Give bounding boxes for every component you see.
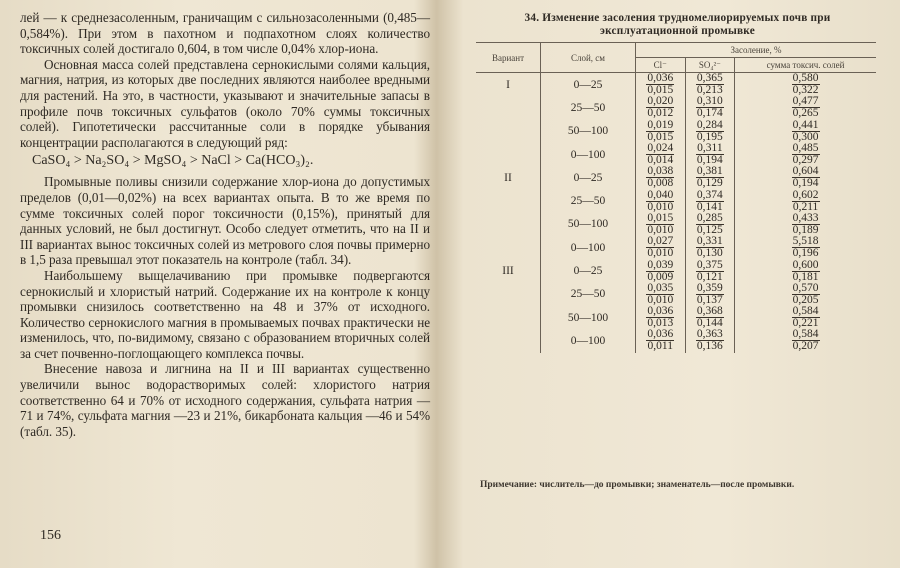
cell-cl	[636, 213, 686, 236]
cl-after: 0,011	[647, 340, 673, 353]
so4-fraction	[696, 236, 724, 259]
so4-fraction	[696, 260, 724, 283]
so4-after: 0,141	[696, 200, 723, 213]
sum-fraction	[792, 283, 820, 306]
so4-before: 0,365	[696, 72, 723, 85]
cell-cl	[636, 166, 686, 189]
so4-after: 0,129	[696, 177, 723, 190]
cell-cl	[636, 73, 686, 97]
cell-variant	[476, 73, 541, 97]
so4-before: 0,359	[696, 281, 723, 294]
table-row	[476, 213, 876, 236]
so4-after: 0,125	[696, 223, 723, 236]
cl-fraction	[646, 190, 674, 213]
sum-after: 0,211	[792, 200, 819, 213]
so4-fraction	[696, 283, 724, 306]
layer-label: 25—50	[570, 195, 606, 208]
cell-cl	[636, 329, 686, 352]
cell-variant	[476, 259, 541, 282]
cl-after: 0,010	[647, 223, 674, 236]
layer-label: 50—100	[567, 218, 609, 231]
cell-layer	[541, 329, 636, 352]
sum-after: 0,205	[792, 293, 819, 306]
table-row	[476, 189, 876, 212]
so4-after: 0,174	[696, 107, 723, 120]
paragraph-1: лей — к среднезасоленным, граничащим с сильнозасоленными (0,485—0,584%). При этом в пахотном и подпахотном слоях количество токсичных солей достигало 0,604, в том числе 0,04% хлор-иона.	[20, 10, 430, 57]
sum-before: 0,600	[792, 258, 819, 271]
cl-fraction	[646, 283, 674, 306]
cl-fraction	[646, 329, 674, 352]
sum-before: 0,584	[792, 328, 819, 341]
cell-variant	[476, 189, 541, 212]
cl-after: 0,012	[647, 107, 674, 120]
table-row	[476, 120, 876, 143]
cell-so4	[685, 189, 735, 212]
cell-so4	[685, 143, 735, 166]
so4-fraction	[696, 166, 724, 189]
layer-label: 50—100	[567, 311, 609, 324]
cl-fraction	[646, 213, 674, 236]
sum-before: 0,580	[792, 72, 819, 85]
table-title	[470, 12, 885, 38]
cell-sum	[735, 236, 876, 259]
cell-variant	[476, 306, 541, 329]
sum-after: 0,322	[792, 84, 819, 97]
cell-layer	[541, 236, 636, 259]
cl-after: 0,010	[647, 247, 674, 260]
so4-before: 0,374	[696, 188, 723, 201]
sum-before: 5,518	[792, 235, 819, 248]
cell-so4	[685, 306, 735, 329]
sum-before: 0,485	[792, 142, 819, 155]
cell-cl	[636, 96, 686, 119]
so4-before: 0,363	[696, 328, 723, 341]
cl-fraction	[646, 306, 674, 329]
right-page	[470, 10, 885, 558]
table-row	[476, 96, 876, 119]
header-so4: SO₄²⁻	[685, 58, 735, 73]
cl-before: 0,024	[647, 142, 674, 155]
layer-label: 0—25	[573, 265, 603, 278]
cell-layer	[541, 143, 636, 166]
cell-layer	[541, 306, 636, 329]
cl-after: 0,015	[647, 130, 674, 143]
table-row	[476, 236, 876, 259]
layer-label: 0—25	[573, 171, 603, 184]
cl-after: 0,010	[647, 293, 674, 306]
cell-sum	[735, 213, 876, 236]
so4-before: 0,375	[696, 258, 723, 271]
so4-fraction	[696, 213, 724, 236]
cl-before: 0,038	[647, 165, 674, 178]
cl-before: 0,015	[647, 211, 674, 224]
sum-after: 0,297	[792, 154, 819, 167]
page-number: 156	[40, 528, 61, 543]
sum-fraction	[792, 213, 820, 236]
cl-after: 0,009	[647, 270, 674, 283]
salt-order-formula: CaSO₄ > Na₂SO₄ > MgSO₄ > NaCl > Ca(HCO₃)₂.	[32, 153, 314, 169]
so4-fraction	[696, 143, 724, 166]
cl-before: 0,036	[647, 72, 674, 85]
sum-after: 0,265	[792, 107, 819, 120]
cl-fraction	[646, 96, 674, 119]
cl-after: 0,008	[647, 177, 674, 190]
layer-label: 0—25	[573, 78, 603, 91]
cell-sum	[735, 259, 876, 282]
cl-before: 0,036	[647, 328, 674, 341]
table-row	[476, 283, 876, 306]
header-variant: Вариант	[476, 43, 541, 73]
cell-layer	[541, 259, 636, 282]
sum-before: 0,602	[792, 188, 819, 201]
cl-before: 0,020	[647, 95, 674, 108]
salinity-table	[476, 42, 876, 353]
variant-label: III	[502, 265, 514, 278]
paragraph-3: Промывные поливы снизили содержание хлор-иона до допустимых пределов (0,01—0,02%) на всех вариантах опыта. В то же время по сумме токсичных солей порог токсичности (0,15%), принятый для данных условий, не был достигнут. Особо следует отметить, что на II и III вариантах вынос токсичных солей из метрового слоя почвы примерно в 1,5 раза превышал этот показатель на контроле (табл. 34).	[20, 174, 430, 268]
sum-fraction	[792, 120, 820, 143]
cell-variant	[476, 143, 541, 166]
sum-before: 0,441	[792, 118, 819, 131]
cell-layer	[541, 189, 636, 212]
header-salinity: Засоление, %	[636, 43, 877, 58]
cl-before: 0,036	[647, 305, 674, 318]
cell-layer	[541, 283, 636, 306]
sum-after: 0,196	[792, 247, 819, 260]
cl-after: 0,013	[647, 317, 674, 330]
cell-variant	[476, 283, 541, 306]
sum-before: 0,584	[792, 305, 819, 318]
cell-variant	[476, 329, 541, 352]
table-row	[476, 306, 876, 329]
so4-after: 0,195	[696, 130, 723, 143]
cell-cl	[636, 283, 686, 306]
sum-fraction	[792, 166, 820, 189]
table-note: Примечание: числитель—до промывки; знаменатель—после промывки.	[480, 480, 795, 490]
cl-after: 0,014	[647, 154, 674, 167]
cl-after: 0,010	[647, 200, 674, 213]
so4-after: 0,137	[696, 293, 723, 306]
cl-before: 0,019	[647, 118, 674, 131]
cell-variant	[476, 236, 541, 259]
sum-after: 0,194	[792, 177, 819, 190]
so4-before: 0,284	[696, 118, 723, 131]
cell-sum	[735, 189, 876, 212]
sum-before: 0,433	[792, 211, 819, 224]
sum-fraction	[792, 260, 820, 283]
variant-label: I	[506, 78, 510, 91]
table-title-line-1: 34. Изменение засоления трудномелиорируемых почв при	[524, 12, 831, 24]
so4-after: 0,121	[696, 270, 723, 283]
sum-fraction	[792, 96, 820, 119]
cl-fraction	[646, 166, 674, 189]
cell-variant	[476, 120, 541, 143]
cell-sum	[735, 96, 876, 119]
cl-before: 0,027	[647, 235, 674, 248]
cell-cl	[636, 306, 686, 329]
cell-so4	[685, 73, 735, 97]
cl-fraction	[646, 73, 674, 96]
paragraph-2: Основная масса солей представлена сернокислыми солями кальция, магния, натрия, из которых две последних являются наиболее вредными для растений. На это, в частности, указывают и значительные запасы в профиле почв токсичных сульфатов (около 70% суммы токсичных солей). Гипотетически рассчитанные соли в порядке убывания концентрации располагаются в следующий ряд:	[20, 56, 430, 150]
header-sum: сумма токсич. солей	[735, 58, 876, 73]
cell-sum	[735, 120, 876, 143]
cell-so4	[685, 213, 735, 236]
so4-after: 0,144	[696, 317, 723, 330]
cell-so4	[685, 283, 735, 306]
cell-sum	[735, 306, 876, 329]
so4-fraction	[696, 96, 724, 119]
cell-variant	[476, 166, 541, 189]
sum-before: 0,477	[792, 95, 819, 108]
so4-before: 0,310	[696, 95, 723, 108]
table-row	[476, 143, 876, 166]
paragraph-4: Наибольшему выщелачиванию при промывке подвергаются сернокислый и хлористый натрий. Содержание их на контроле к концу промывки снизилось соответственно на 48 и 37% от исходного. Количество сернокислого магния в промываемых почвах практически не изменилось, что, по-видимому, связано с образованием вторичных солей за счет почвенно-поглощающего комплекса почвы.	[20, 267, 430, 361]
sum-fraction	[792, 143, 820, 166]
sum-after: 0,207	[792, 340, 819, 353]
cell-sum	[735, 283, 876, 306]
table-row	[476, 73, 876, 97]
so4-fraction	[696, 329, 724, 352]
header-layer: Слой, см	[541, 43, 636, 73]
header-cl: Cl⁻	[636, 58, 686, 73]
variant-label: II	[504, 171, 512, 184]
sum-before: 0,570	[792, 281, 819, 294]
so4-before: 0,285	[696, 211, 723, 224]
cell-so4	[685, 236, 735, 259]
cl-fraction	[646, 236, 674, 259]
sum-after: 0,221	[792, 317, 819, 330]
left-page	[20, 10, 430, 558]
cell-variant	[476, 96, 541, 119]
so4-after: 0,130	[696, 247, 723, 260]
so4-fraction	[696, 73, 724, 96]
sum-fraction	[792, 236, 820, 259]
so4-before: 0,381	[696, 165, 723, 178]
sum-after: 0,181	[792, 270, 819, 283]
sum-fraction	[792, 190, 820, 213]
cell-cl	[636, 189, 686, 212]
cell-sum	[735, 73, 876, 97]
cell-so4	[685, 96, 735, 119]
cl-after: 0,015	[647, 84, 674, 97]
so4-fraction	[696, 120, 724, 143]
cell-layer	[541, 166, 636, 189]
cell-sum	[735, 329, 876, 352]
cl-before: 0,039	[647, 258, 674, 271]
sum-after: 0,189	[792, 223, 819, 236]
layer-label: 0—100	[570, 334, 606, 347]
cell-cl	[636, 236, 686, 259]
table-body	[476, 73, 876, 353]
sum-fraction	[792, 329, 820, 352]
sum-before: 0,604	[792, 165, 819, 178]
cl-before: 0,040	[647, 188, 674, 201]
so4-before: 0,368	[696, 305, 723, 318]
sum-fraction	[792, 306, 820, 329]
so4-fraction	[696, 306, 724, 329]
cell-layer	[541, 213, 636, 236]
table-row	[476, 259, 876, 282]
cl-fraction	[646, 120, 674, 143]
cell-layer	[541, 120, 636, 143]
sum-fraction	[792, 73, 820, 96]
table-title-line-2: эксплуатационной промывке	[600, 25, 755, 37]
cell-so4	[685, 166, 735, 189]
table-row	[476, 166, 876, 189]
layer-label: 25—50	[570, 288, 606, 301]
table-row	[476, 329, 876, 352]
cl-fraction	[646, 260, 674, 283]
so4-after: 0,213	[696, 84, 723, 97]
layer-label: 25—50	[570, 101, 606, 114]
cell-so4	[685, 259, 735, 282]
cell-layer	[541, 73, 636, 97]
cell-sum	[735, 143, 876, 166]
layer-label: 0—100	[570, 241, 606, 254]
cell-cl	[636, 259, 686, 282]
paragraph-5: Внесение навоза и лигнина на II и III вариантах существенно увеличили вынос водорастворимых солей: хлористого натрия соответственно 64 и 70% от исходного содержания, сульфата натрия —71 и 74%, сульфата магния —23 и 21%, бикарбоната кальция —46 и 54% (табл. 35).	[20, 361, 430, 439]
cell-sum	[735, 166, 876, 189]
cell-cl	[636, 120, 686, 143]
layer-label: 0—100	[570, 148, 606, 161]
so4-after: 0,136	[696, 340, 723, 353]
cell-so4	[685, 120, 735, 143]
cl-before: 0,035	[647, 281, 674, 294]
layer-label: 50—100	[567, 125, 609, 138]
cell-cl	[636, 143, 686, 166]
so4-fraction	[696, 190, 724, 213]
so4-after: 0,194	[696, 154, 723, 167]
cell-layer	[541, 96, 636, 119]
cell-variant	[476, 213, 541, 236]
cl-fraction	[646, 143, 674, 166]
sum-after: 0,300	[792, 130, 819, 143]
so4-before: 0,311	[697, 142, 723, 155]
cell-so4	[685, 329, 735, 352]
so4-before: 0,331	[696, 235, 723, 248]
